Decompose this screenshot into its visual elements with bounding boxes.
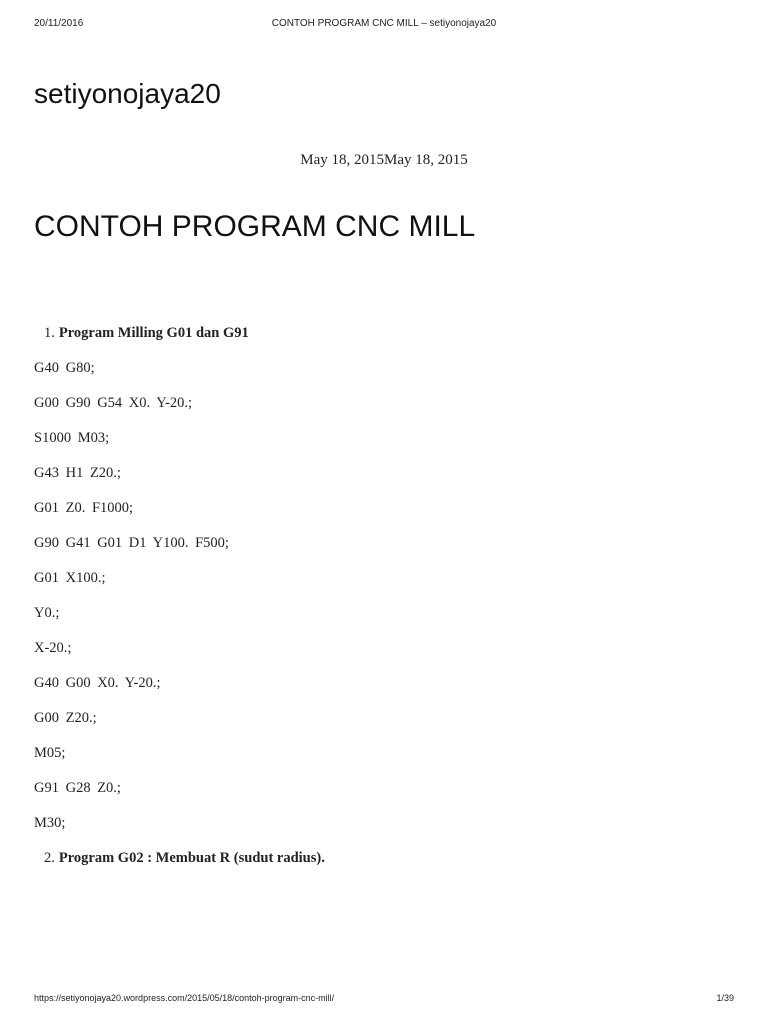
site-title[interactable]: setiyonojaya20: [34, 78, 221, 109]
post-title: CONTOH PROGRAM CNC MILL: [34, 210, 476, 243]
code-line: G43 H1 Z20.;: [34, 465, 121, 481]
code-line: G01 X100.;: [34, 570, 106, 586]
print-page-title: CONTOH PROGRAM CNC MILL – setiyonojaya20: [271, 18, 497, 29]
section-number: 2.: [44, 850, 55, 866]
section-heading-1: [34, 323, 734, 358]
code-line: M30;: [34, 815, 66, 831]
section-heading-2: [34, 848, 734, 883]
code-line: S1000 M03;: [34, 430, 110, 446]
print-footer: [34, 993, 734, 1007]
code-line: G00 Z20.;: [34, 710, 97, 726]
code-line: M05;: [34, 745, 66, 761]
post-date[interactable]: May 18, 2015May 18, 2015: [300, 152, 468, 168]
code-line: G91 G28 Z0.;: [34, 780, 121, 796]
page-url: https://setiyonojaya20.wordpress.com/2015/05/18/contoh-program-cnc-mill/: [34, 993, 335, 1003]
code-line: G01 Z0. F1000;: [34, 500, 134, 516]
code-line: X-20.;: [34, 640, 72, 656]
section-number: 1.: [44, 325, 55, 341]
print-date: 20/11/2016: [34, 18, 84, 29]
code-line: G00 G90 G54 X0. Y-20.;: [34, 395, 193, 411]
code-line: Y0.;: [34, 605, 60, 621]
section-label: Program G02 : Membuat R (sudut radius).: [58, 850, 325, 866]
post-content: [34, 323, 734, 883]
page-number: 1/39: [716, 993, 734, 1003]
code-line: G40 G00 X0. Y-20.;: [34, 675, 161, 691]
code-line: G90 G41 G01 D1 Y100. F500;: [34, 535, 229, 551]
code-line: G40 G80;: [34, 360, 95, 376]
section-label: Program Milling G01 dan G91: [58, 325, 249, 341]
print-header: [34, 18, 734, 32]
